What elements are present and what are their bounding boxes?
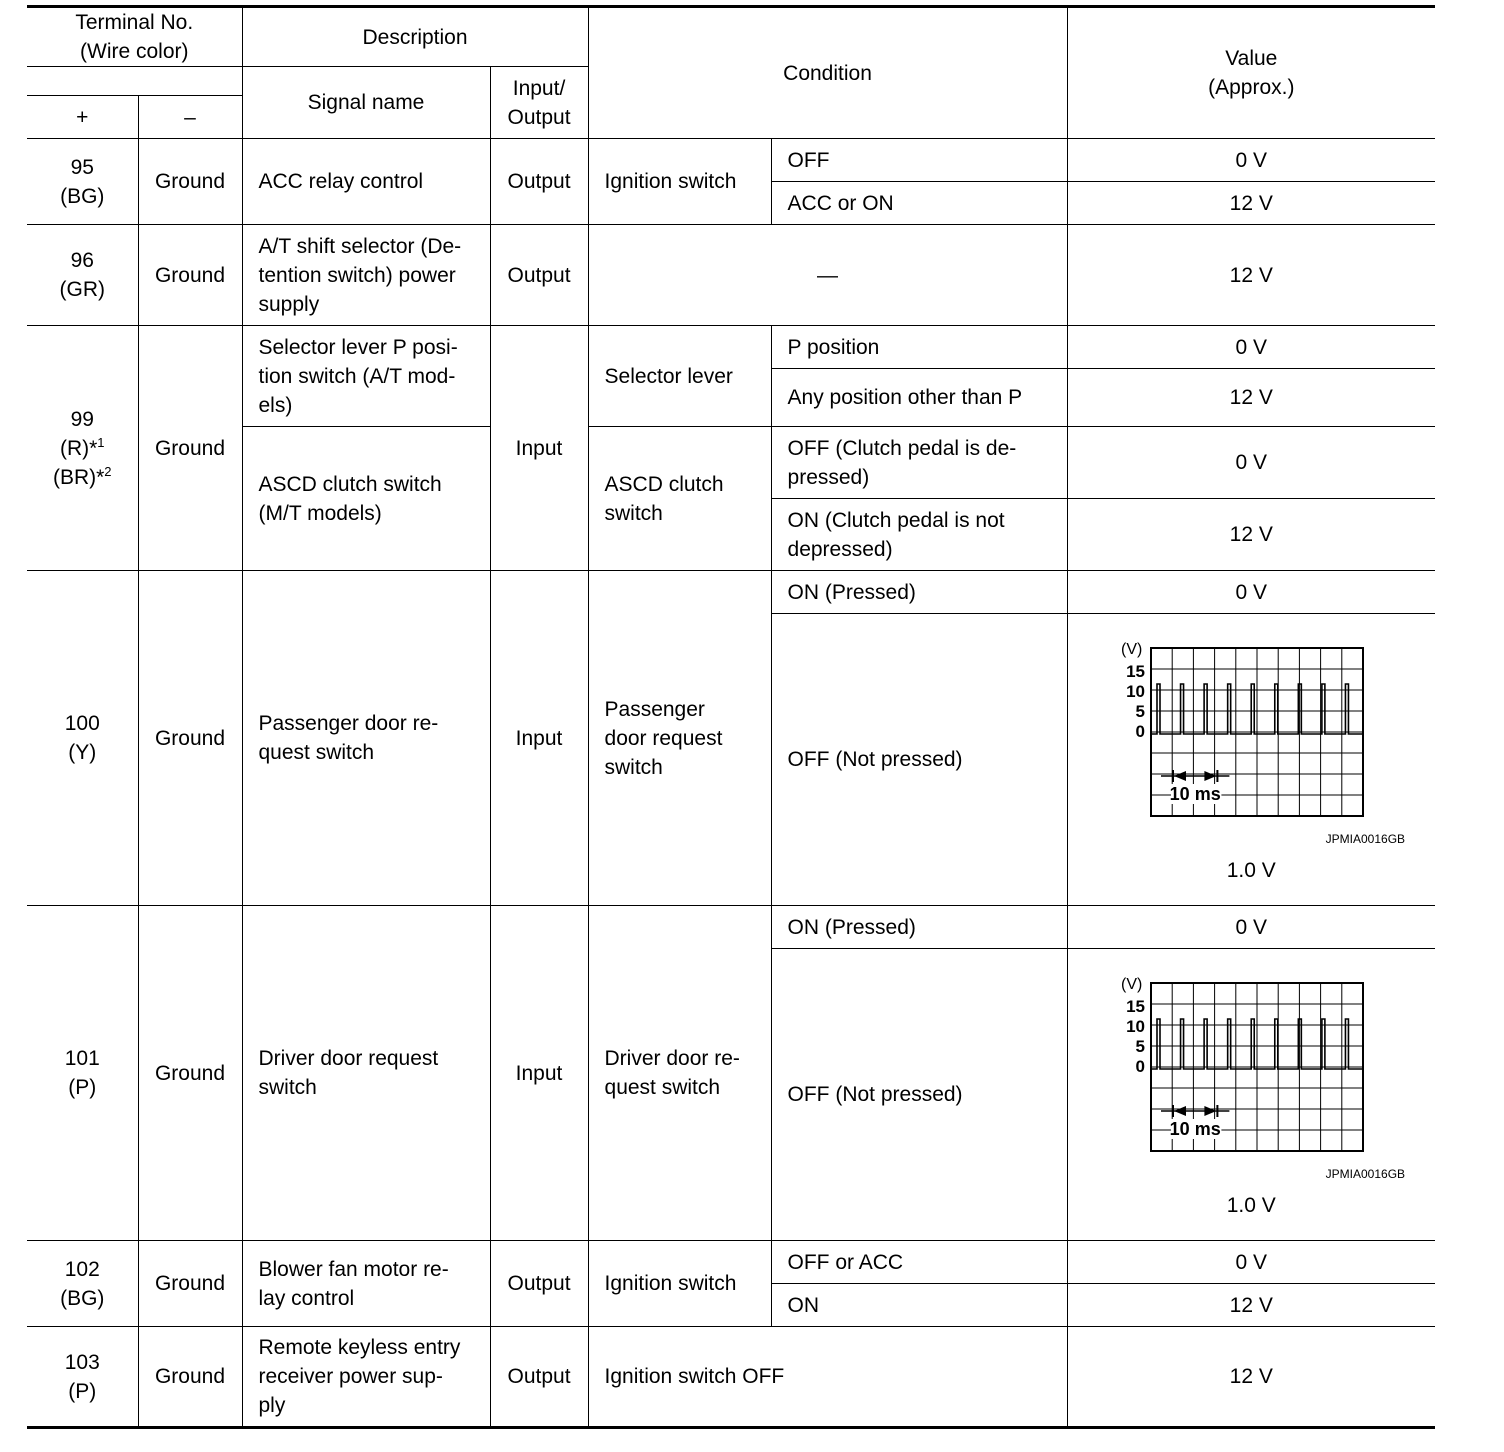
time-scale-label: 10 ms <box>1169 1119 1222 1139</box>
signal-cell: ASCD clutch switch (M/T models) <box>242 427 490 571</box>
header-plus: + <box>27 96 138 139</box>
y-tick-label: 0 <box>1135 722 1146 741</box>
ground-cell: Ground <box>138 571 242 906</box>
value-cell: 0 V <box>1067 139 1435 182</box>
value-cell: 12 V <box>1067 499 1435 571</box>
y-tick-label: 10 <box>1126 1017 1146 1036</box>
header-terminal-spacer <box>27 67 242 96</box>
condition-cell: Selector lever <box>588 326 771 427</box>
signal-cell: Passenger door re- quest switch <box>242 571 490 906</box>
ground-cell: Ground <box>138 1327 242 1428</box>
terminal-cell: 100 (Y) <box>27 571 138 906</box>
time-scale-label: 10 ms <box>1169 784 1222 804</box>
condition-cell: Ignition switch <box>588 1241 771 1327</box>
ground-cell: Ground <box>138 906 242 1241</box>
table-row <box>27 225 1435 326</box>
header-io: Input/ Output <box>490 67 588 139</box>
waveform-chart <box>1101 975 1401 1165</box>
value-cell: 0 V <box>1067 326 1435 369</box>
value-cell: 0 V <box>1067 571 1435 614</box>
signal-cell: ACC relay control <box>242 139 490 225</box>
value-cell: 0 V <box>1067 1241 1435 1284</box>
header-terminal: Terminal No. (Wire color) <box>27 7 242 67</box>
table-row <box>27 326 1435 369</box>
subcondition-cell: OFF or ACC <box>771 1241 1067 1284</box>
subcondition-cell: OFF <box>771 139 1067 182</box>
terminal-cell: 95 (BG) <box>27 139 138 225</box>
unit-label: (V) <box>1121 641 1143 658</box>
value-cell: 12 V <box>1067 369 1435 427</box>
table-row <box>27 571 1435 614</box>
waveform-value: 1.0 V <box>1226 859 1276 882</box>
y-tick-label: 15 <box>1126 997 1146 1016</box>
value-cell: 0 V <box>1067 906 1435 949</box>
terminal-cell: 96 (GR) <box>27 225 138 326</box>
y-tick-label: 0 <box>1135 1057 1146 1076</box>
signal-cell: Remote keyless entry receiver power sup- ply <box>242 1327 490 1428</box>
value-cell: 12 V <box>1067 1327 1435 1428</box>
value-cell: 12 V <box>1067 1284 1435 1327</box>
signal-cell: Selector lever P posi- tion switch (A/T mod- els) <box>242 326 490 427</box>
condition-cell: — <box>588 225 1067 326</box>
header-minus: – <box>138 96 242 139</box>
terminal-cell: 101 (P) <box>27 906 138 1241</box>
signal-cell: A/T shift selector (De- tention switch) power supply <box>242 225 490 326</box>
io-cell: Output <box>490 1327 588 1428</box>
terminal-cell: 103 (P) <box>27 1327 138 1428</box>
signal-cell: Blower fan motor re- lay control <box>242 1241 490 1327</box>
waveform-value: 1.0 V <box>1226 1194 1276 1217</box>
y-tick-label: 5 <box>1135 702 1146 721</box>
subcondition-cell: OFF (Clutch pedal is de- pressed) <box>771 427 1067 499</box>
terminal-cell: 99 (R)*$^1$ (BR)*$^2$ <box>27 326 138 571</box>
ground-cell: Ground <box>138 1241 242 1327</box>
time-arrowhead <box>1174 1106 1186 1116</box>
condition-cell: Ignition switch <box>588 139 771 225</box>
value-cell <box>1067 614 1435 906</box>
io-cell: Output <box>490 1241 588 1327</box>
subcondition-cell: ACC or ON <box>771 182 1067 225</box>
terminal-cell: 102 (BG) <box>27 1241 138 1327</box>
condition-cell: Passenger door request switch <box>588 571 771 906</box>
condition-cell: Ignition switch OFF <box>588 1327 1067 1428</box>
io-cell: Output <box>490 225 588 326</box>
unit-label: (V) <box>1121 976 1143 993</box>
time-arrowhead <box>1174 771 1186 781</box>
header-condition: Condition <box>588 7 1067 139</box>
table-row <box>27 906 1435 949</box>
subcondition-cell: ON (Pressed) <box>771 571 1067 614</box>
io-cell: Input <box>490 906 588 1241</box>
subcondition-cell: OFF (Not pressed) <box>771 614 1067 906</box>
condition-cell: ASCD clutch switch <box>588 427 771 571</box>
y-tick-label: 10 <box>1126 682 1146 701</box>
io-cell: Input <box>490 326 588 571</box>
ground-cell: Ground <box>138 326 242 571</box>
io-cell: Output <box>490 139 588 225</box>
header-signal-name: Signal name <box>242 67 490 139</box>
condition-cell: Driver door re- quest switch <box>588 906 771 1241</box>
value-cell: 12 V <box>1067 182 1435 225</box>
io-cell: Input <box>490 571 588 906</box>
header-description: Description <box>242 7 588 67</box>
value-cell <box>1067 949 1435 1241</box>
subcondition-cell: Any position other than P <box>771 369 1067 427</box>
header-value: Value (Approx.) <box>1067 7 1435 139</box>
value-cell: 12 V <box>1067 225 1435 326</box>
waveform-chart <box>1101 640 1401 830</box>
subcondition-cell: P position <box>771 326 1067 369</box>
value-cell: 0 V <box>1067 427 1435 499</box>
figure-code: JPMIA0016GB <box>1325 1167 1406 1181</box>
terminal-table <box>27 5 1435 1429</box>
figure-code: JPMIA0016GB <box>1325 832 1406 846</box>
y-tick-label: 5 <box>1135 1037 1146 1056</box>
subcondition-cell: ON <box>771 1284 1067 1327</box>
table-row <box>27 139 1435 182</box>
table-row <box>27 1241 1435 1284</box>
ground-cell: Ground <box>138 139 242 225</box>
ground-cell: Ground <box>138 225 242 326</box>
signal-cell: Driver door request switch <box>242 906 490 1241</box>
subcondition-cell: ON (Pressed) <box>771 906 1067 949</box>
subcondition-cell: ON (Clutch pedal is not depressed) <box>771 499 1067 571</box>
subcondition-cell: OFF (Not pressed) <box>771 949 1067 1241</box>
y-tick-label: 15 <box>1126 662 1146 681</box>
table-row <box>27 1327 1435 1428</box>
